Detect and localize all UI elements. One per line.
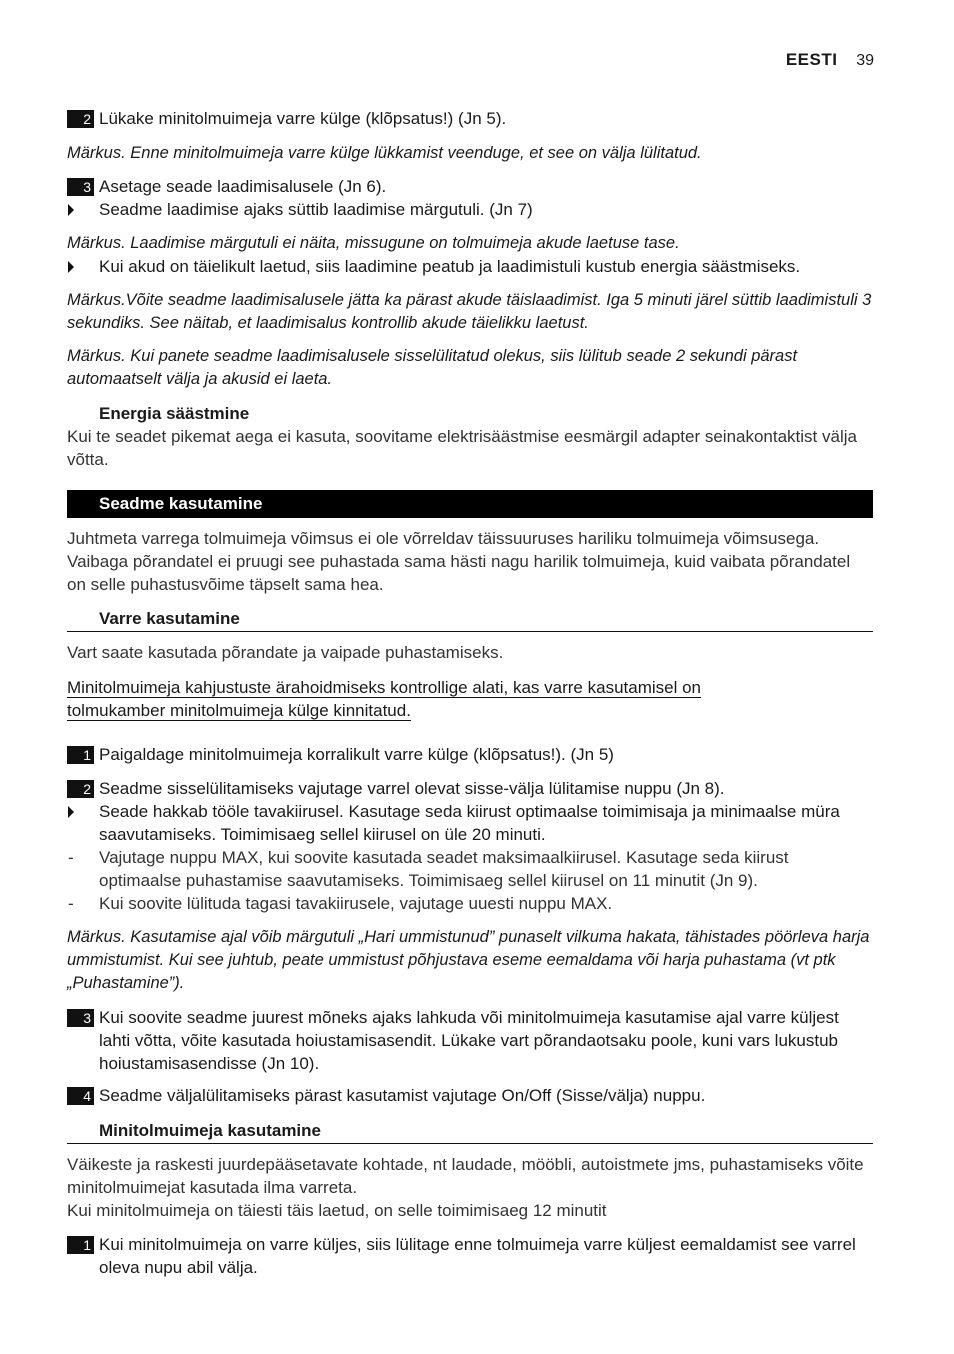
step-text: Seadme sisselülitamiseks vajutage varrel olevat sisse-välja lülitamise nuppu (Jn 8). — [99, 779, 725, 798]
step — [67, 1084, 873, 1107]
step-text: Kui minitolmuimeja on varre küljes, siis lülitage enne tolmuimeja varre küljest eemaldamist see varrel oleva nupu abil välja. — [99, 1235, 856, 1277]
step-text: Asetage seade laadimisalusele (Jn 6). — [99, 177, 387, 196]
dash-text: Vajutage nuppu MAX, kui soovite kasutada seadet maksimaalkiirusel. Kasutage seda kiirust optimaalse puhastamise saavutamiseks. Toimimisaeg sellel kiirusel on 11 minutit (Jn 9). — [99, 848, 789, 890]
step-text: Paigaldage minitolmuimeja korralikult varre külge (klõpsatus!). (Jn 5) — [99, 745, 614, 764]
step-number: 1 — [67, 746, 94, 764]
step-text: Lükake minitolmuimeja varre külge (klõpsatus!) (Jn 5). — [99, 109, 507, 128]
paragraph: Juhtmeta varrega tolmuimeja võimsus ei ole võrreldav täissuuruses hariliku tolmuimeja võimsusega. Vaibaga põrandatel ei pruugi see puhastada sama hästi nagu harilik tolmuimeja, kuid vaibata põrandatel on selle puhastusvõime täpselt sama hea. — [67, 529, 851, 594]
step-text: Kui soovite seadme juurest mõneks ajaks lahkuda või minitolmuimeja kasutamise ajal varre küljest lahti võtta, võite kasutada hoiustamisasendit. Lükake vart põrandaotsaku poole, kuni vars lukustub hoiustamisasendisse (Jn 10). — [99, 1008, 839, 1073]
step-number: 2 — [67, 110, 94, 128]
language-label: EESTI — [785, 50, 838, 69]
bullet — [67, 255, 873, 278]
paragraph: Väikeste ja raskesti juurdepääsetavate kohtade, nt laudade, mööbli, autoistmete jms, puhastamiseks võite minitolmuimejat kasutada ilma varreta. — [67, 1155, 864, 1197]
dash-text: Kui soovite lülituda tagasi tavakiirusele, vajutage uuesti nuppu MAX. — [99, 894, 613, 913]
step — [67, 1006, 873, 1075]
note: Märkus. Kasutamise ajal võib märgutuli „Hari ummistunud” punaselt vilkuma hakata, tähistades pöörleva harja ummistumist. Kui see juhtub, peate ummistust põhjustava eseme eemaldama või harja puhastama (vt ptk „Puhastamine”). — [67, 928, 870, 992]
paragraph: Kui te seadet pikemat aega ei kasuta, soovitame elektrisäästmise eesmärgil adapter seinakontaktist välja võtta. — [67, 427, 857, 469]
bullet-text: Kui akud on täielikult laetud, siis laadimine peatub ja laadimistuli kustub energia säästmiseks. — [99, 257, 801, 276]
step-text: Seadme väljalülitamiseks pärast kasutamist vajutage On/Off (Sisse/välja) nuppu. — [99, 1086, 706, 1105]
note: Märkus. Enne minitolmuimeja varre külge lükkamist veenduge, et see on välja lülitatud. — [67, 144, 702, 162]
subheading: Varre kasutamine — [67, 607, 873, 632]
step-number: 3 — [67, 1009, 94, 1027]
step-number: 2 — [67, 780, 94, 798]
note: Märkus.Võite seadme laadimisalusele jätta ka pärast akude täislaadimist. Iga 5 minuti järel süttib laadimistuli 3 sekundiks. See näitab, et laadimisalus kontrollib akude täielikku laetust. — [67, 291, 872, 332]
subheading: Minitolmuimeja kasutamine — [67, 1119, 873, 1144]
bullet-triangle-icon — [68, 806, 74, 818]
warning-line: Minitolmuimeja kahjustuste ärahoidmiseks kontrollige alati, kas varre kasutamisel on — [67, 678, 701, 697]
section-heading: Seadme kasutamine — [67, 490, 873, 518]
warning-line: tolmukamber minitolmuimeja külge kinnitatud. — [67, 701, 411, 720]
dash-bullet: - — [68, 848, 74, 867]
step — [67, 175, 873, 221]
page-number: 39 — [856, 52, 874, 69]
bullet-triangle-icon — [68, 204, 74, 216]
step-group — [67, 777, 873, 915]
bullet-text: Seade hakkab tööle tavakiirusel. Kasutage seda kiirust optimaalse toimimisaja ja minimaalse müra saavutamiseks. Toimimisaeg sellel kiirusel on üle 20 minuti. — [99, 802, 840, 844]
paragraph: Kui minitolmuimeja on täiesti täis laetud, on selle toimimisaeg 12 minutit — [67, 1201, 607, 1220]
dash-bullet: - — [68, 894, 74, 913]
note: Märkus. Kui panete seadme laadimisalusele sisselülitatud olekus, siis lülitub seade 2 sekundi pärast automaatselt välja ja akusid ei laeta. — [67, 347, 798, 388]
note: Märkus. Laadimise märgutuli ei näita, missugune on tolmuimeja akude laetuse tase. — [67, 234, 680, 252]
page-header — [786, 50, 874, 70]
bullet-triangle-icon — [68, 261, 74, 273]
subheading: Energia säästmine — [99, 404, 250, 423]
step-number: 1 — [67, 1236, 94, 1254]
step — [67, 743, 873, 766]
step-number: 4 — [67, 1087, 94, 1105]
warning — [67, 676, 873, 722]
step — [67, 107, 873, 130]
paragraph: Vart saate kasutada põrandate ja vaipade puhastamiseks. — [67, 643, 504, 662]
bullet-text: Seadme laadimise ajaks süttib laadimise märgutuli. (Jn 7) — [99, 200, 533, 219]
step — [67, 1233, 873, 1279]
step-number: 3 — [67, 178, 94, 196]
